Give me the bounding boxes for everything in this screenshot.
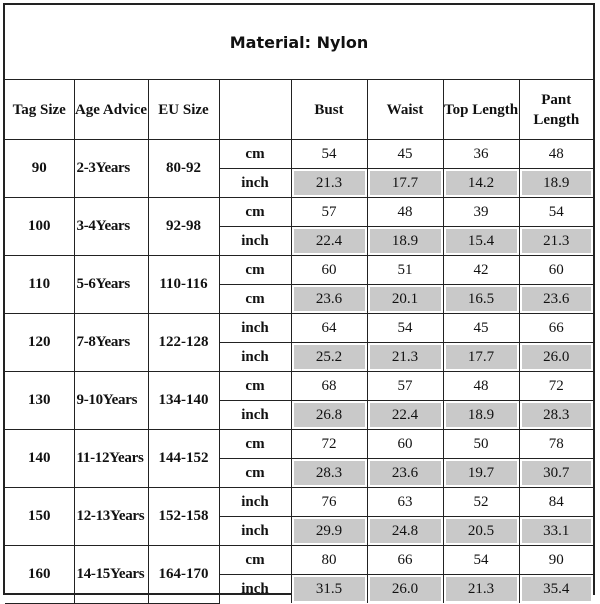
- header-unit: [219, 80, 291, 140]
- pant-length-cell: 48: [519, 140, 593, 169]
- waist-cell: 54: [367, 314, 443, 343]
- eu-size-cell: 164-170: [148, 546, 219, 604]
- unit-cell: inch: [219, 227, 291, 256]
- pant-length-cell: 54: [519, 198, 593, 227]
- unit-cell: cm: [219, 198, 291, 227]
- waist-cell: 23.6: [367, 459, 443, 488]
- bust-cell: 26.8: [291, 401, 367, 430]
- unit-cell: inch: [219, 343, 291, 372]
- unit-cell: cm: [219, 546, 291, 575]
- table-body: [5, 140, 593, 604]
- size-chart: [3, 3, 595, 595]
- top-length-cell: 54: [443, 546, 519, 575]
- top-length-cell: 36: [443, 140, 519, 169]
- unit-cell: inch: [219, 314, 291, 343]
- header-waist: Waist: [367, 80, 443, 140]
- pant-length-cell: 18.9: [519, 169, 593, 198]
- pant-length-cell: 84: [519, 488, 593, 517]
- waist-cell: 26.0: [367, 575, 443, 604]
- size-table: [5, 80, 593, 604]
- bust-cell: 29.9: [291, 517, 367, 546]
- waist-cell: 20.1: [367, 285, 443, 314]
- pant-length-cell: 66: [519, 314, 593, 343]
- bust-cell: 31.5: [291, 575, 367, 604]
- eu-size-cell: 80-92: [148, 140, 219, 198]
- age-advice-cell: 5-6Years: [74, 256, 148, 314]
- tag-size-cell: 140: [5, 430, 74, 488]
- top-length-cell: 15.4: [443, 227, 519, 256]
- pant-length-cell: 72: [519, 372, 593, 401]
- bust-cell: 25.2: [291, 343, 367, 372]
- unit-cell: inch: [219, 401, 291, 430]
- unit-cell: cm: [219, 140, 291, 169]
- chart-title: Material: Nylon: [5, 5, 593, 80]
- waist-cell: 57: [367, 372, 443, 401]
- top-length-cell: 50: [443, 430, 519, 459]
- waist-cell: 48: [367, 198, 443, 227]
- waist-cell: 45: [367, 140, 443, 169]
- table-row: [5, 488, 593, 517]
- top-length-cell: 45: [443, 314, 519, 343]
- bust-cell: 72: [291, 430, 367, 459]
- tag-size-cell: 100: [5, 198, 74, 256]
- age-advice-cell: 3-4Years: [74, 198, 148, 256]
- unit-cell: inch: [219, 488, 291, 517]
- bust-cell: 80: [291, 546, 367, 575]
- top-length-cell: 42: [443, 256, 519, 285]
- unit-cell: inch: [219, 169, 291, 198]
- tag-size-cell: 160: [5, 546, 74, 604]
- table-row: [5, 430, 593, 459]
- unit-cell: cm: [219, 256, 291, 285]
- waist-cell: 60: [367, 430, 443, 459]
- bust-cell: 68: [291, 372, 367, 401]
- bust-cell: 60: [291, 256, 367, 285]
- table-row: [5, 372, 593, 401]
- table-row: [5, 256, 593, 285]
- age-advice-cell: 12-13Years: [74, 488, 148, 546]
- header-row: [5, 80, 593, 140]
- eu-size-cell: 144-152: [148, 430, 219, 488]
- top-length-cell: 48: [443, 372, 519, 401]
- top-length-cell: 16.5: [443, 285, 519, 314]
- unit-cell: inch: [219, 517, 291, 546]
- top-length-cell: 18.9: [443, 401, 519, 430]
- age-advice-cell: 9-10Years: [74, 372, 148, 430]
- waist-cell: 17.7: [367, 169, 443, 198]
- header-pant-length: Pant Length: [519, 80, 593, 140]
- pant-length-cell: 78: [519, 430, 593, 459]
- header-age-advice: Age Advice: [74, 80, 148, 140]
- table-row: [5, 546, 593, 575]
- waist-cell: 18.9: [367, 227, 443, 256]
- header-bust: Bust: [291, 80, 367, 140]
- top-length-cell: 39: [443, 198, 519, 227]
- bust-cell: 21.3: [291, 169, 367, 198]
- bust-cell: 54: [291, 140, 367, 169]
- eu-size-cell: 92-98: [148, 198, 219, 256]
- pant-length-cell: 90: [519, 546, 593, 575]
- pant-length-cell: 21.3: [519, 227, 593, 256]
- eu-size-cell: 122-128: [148, 314, 219, 372]
- waist-cell: 24.8: [367, 517, 443, 546]
- top-length-cell: 19.7: [443, 459, 519, 488]
- bust-cell: 23.6: [291, 285, 367, 314]
- header-top-length: Top Length: [443, 80, 519, 140]
- top-length-cell: 14.2: [443, 169, 519, 198]
- eu-size-cell: 152-158: [148, 488, 219, 546]
- pant-length-cell: 28.3: [519, 401, 593, 430]
- top-length-cell: 20.5: [443, 517, 519, 546]
- age-advice-cell: 2-3Years: [74, 140, 148, 198]
- bust-cell: 28.3: [291, 459, 367, 488]
- tag-size-cell: 90: [5, 140, 74, 198]
- pant-length-cell: 23.6: [519, 285, 593, 314]
- table-row: [5, 140, 593, 169]
- waist-cell: 22.4: [367, 401, 443, 430]
- eu-size-cell: 110-116: [148, 256, 219, 314]
- pant-length-cell: 33.1: [519, 517, 593, 546]
- waist-cell: 21.3: [367, 343, 443, 372]
- age-advice-cell: 11-12Years: [74, 430, 148, 488]
- eu-size-cell: 134-140: [148, 372, 219, 430]
- top-length-cell: 52: [443, 488, 519, 517]
- bust-cell: 57: [291, 198, 367, 227]
- tag-size-cell: 150: [5, 488, 74, 546]
- bust-cell: 76: [291, 488, 367, 517]
- waist-cell: 63: [367, 488, 443, 517]
- unit-cell: inch: [219, 575, 291, 604]
- header-eu-size: EU Size: [148, 80, 219, 140]
- unit-cell: cm: [219, 459, 291, 488]
- tag-size-cell: 110: [5, 256, 74, 314]
- pant-length-cell: 60: [519, 256, 593, 285]
- bust-cell: 22.4: [291, 227, 367, 256]
- tag-size-cell: 120: [5, 314, 74, 372]
- pant-length-cell: 26.0: [519, 343, 593, 372]
- top-length-cell: 17.7: [443, 343, 519, 372]
- waist-cell: 66: [367, 546, 443, 575]
- bust-cell: 64: [291, 314, 367, 343]
- pant-length-cell: 35.4: [519, 575, 593, 604]
- unit-cell: cm: [219, 285, 291, 314]
- unit-cell: cm: [219, 430, 291, 459]
- table-row: [5, 314, 593, 343]
- table-row: [5, 198, 593, 227]
- age-advice-cell: 7-8Years: [74, 314, 148, 372]
- unit-cell: cm: [219, 372, 291, 401]
- age-advice-cell: 14-15Years: [74, 546, 148, 604]
- waist-cell: 51: [367, 256, 443, 285]
- tag-size-cell: 130: [5, 372, 74, 430]
- top-length-cell: 21.3: [443, 575, 519, 604]
- header-tag-size: Tag Size: [5, 80, 74, 140]
- pant-length-cell: 30.7: [519, 459, 593, 488]
